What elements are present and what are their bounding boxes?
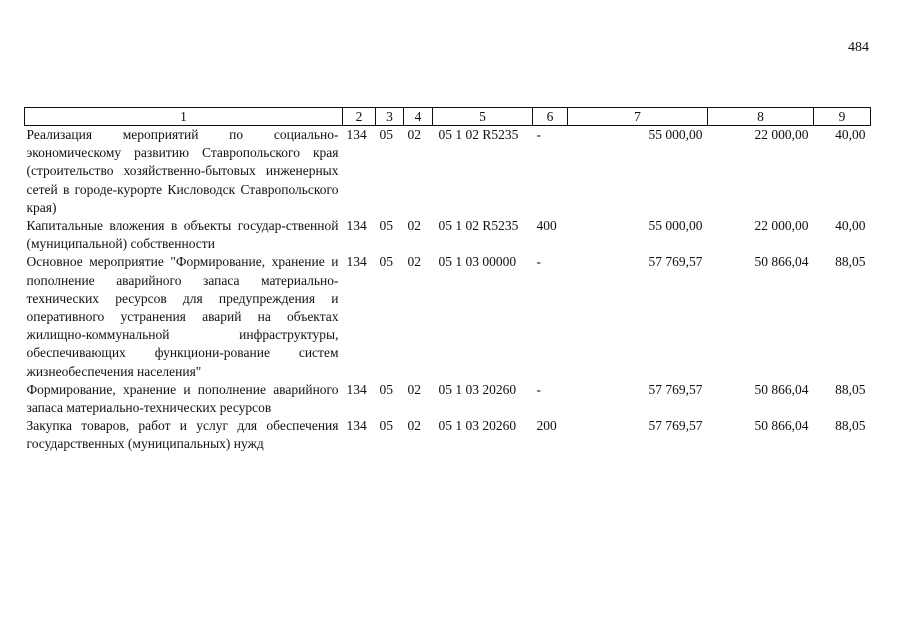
row-expense-type: -: [536, 381, 541, 397]
row-planned-amount: 57 769,57: [648, 418, 703, 434]
row-name: Капитальные вложения в объекты государ-ственной (муниципальной) собственности: [26, 218, 339, 252]
page-number: 484: [848, 40, 869, 55]
row-percent: 88,05: [835, 381, 866, 397]
row-section-code: 05: [379, 127, 393, 142]
table-row: [25, 417, 871, 453]
row-subsection-code: 02: [407, 218, 421, 234]
row-section-code: 05: [379, 418, 393, 434]
row-subsection-code: 02: [407, 418, 421, 434]
row-target-code: 05 1 03 20260: [438, 381, 517, 397]
header-row: [25, 108, 871, 126]
row-ministry-code: 134: [346, 218, 367, 234]
row-ministry-code: 134: [346, 418, 367, 434]
row-name: Закупка товаров, работ и услуг для обеспечения государственных (муниципальных) нужд: [26, 418, 339, 452]
table-row: [25, 381, 871, 417]
row-expense-type: -: [536, 127, 541, 142]
row-planned-amount: 57 769,57: [648, 254, 703, 270]
row-section-code: 05: [379, 254, 393, 270]
row-target-code: 05 1 03 20260: [438, 418, 517, 434]
header-col-2: 2: [343, 108, 376, 126]
row-name: Реализация мероприятий по социально-экономическому развитию Ставропольского края (строительство хозяйственно-бытовых инженерных сетей в городе-курорте Кисловодск Ставропольского края): [26, 127, 339, 215]
header-col-9: 9: [814, 108, 871, 126]
row-section-code: 05: [379, 381, 393, 397]
header-col-1: 1: [25, 108, 343, 126]
header-col-6: 6: [533, 108, 568, 126]
table-row: [25, 217, 871, 253]
row-percent: 88,05: [835, 254, 866, 270]
row-expense-type: 200: [536, 418, 557, 434]
row-planned-amount: 55 000,00: [648, 127, 703, 142]
row-subsection-code: 02: [407, 254, 421, 270]
row-subsection-code: 02: [407, 127, 421, 142]
table-header: [25, 108, 871, 126]
table-row: [25, 253, 871, 380]
row-percent: 88,05: [835, 418, 866, 434]
header-col-3: 3: [376, 108, 404, 126]
table-row: [25, 126, 871, 218]
row-ministry-code: 134: [346, 127, 367, 142]
row-section-code: 05: [379, 218, 393, 234]
row-target-code: 05 1 02 R5235: [438, 127, 519, 142]
row-actual-amount: 22 000,00: [754, 218, 809, 234]
row-percent: 40,00: [835, 218, 866, 234]
row-expense-type: -: [536, 254, 541, 270]
row-planned-amount: 55 000,00: [648, 218, 703, 234]
row-ministry-code: 134: [346, 254, 367, 270]
table-body: [25, 126, 871, 454]
header-col-4: 4: [404, 108, 433, 126]
row-actual-amount: 50 866,04: [754, 381, 809, 397]
row-percent: 40,00: [835, 127, 866, 142]
row-ministry-code: 134: [346, 381, 367, 397]
header-col-5: 5: [433, 108, 533, 126]
row-actual-amount: 50 866,04: [754, 254, 809, 270]
header-col-8: 8: [708, 108, 814, 126]
header-col-7: 7: [568, 108, 708, 126]
row-target-code: 05 1 03 00000: [438, 254, 517, 270]
row-expense-type: 400: [536, 218, 557, 234]
row-target-code: 05 1 02 R5235: [438, 218, 519, 234]
row-actual-amount: 50 866,04: [754, 418, 809, 434]
row-planned-amount: 57 769,57: [648, 381, 703, 397]
budget-table: [24, 107, 871, 454]
row-actual-amount: 22 000,00: [754, 127, 809, 142]
row-name: Формирование, хранение и пополнение аварийного запаса материально-технических ресурсов: [26, 381, 339, 416]
row-name: Основное мероприятие "Формирование, хранение и пополнение аварийного запаса материально-технических ресурсов для предупреждения и оперативного устранения аварий на объектах жилищно-коммунальной инфраструктуры, обеспечивающих функциони-рование систем жизнеобеспечения населения": [26, 254, 339, 379]
row-subsection-code: 02: [407, 381, 421, 397]
